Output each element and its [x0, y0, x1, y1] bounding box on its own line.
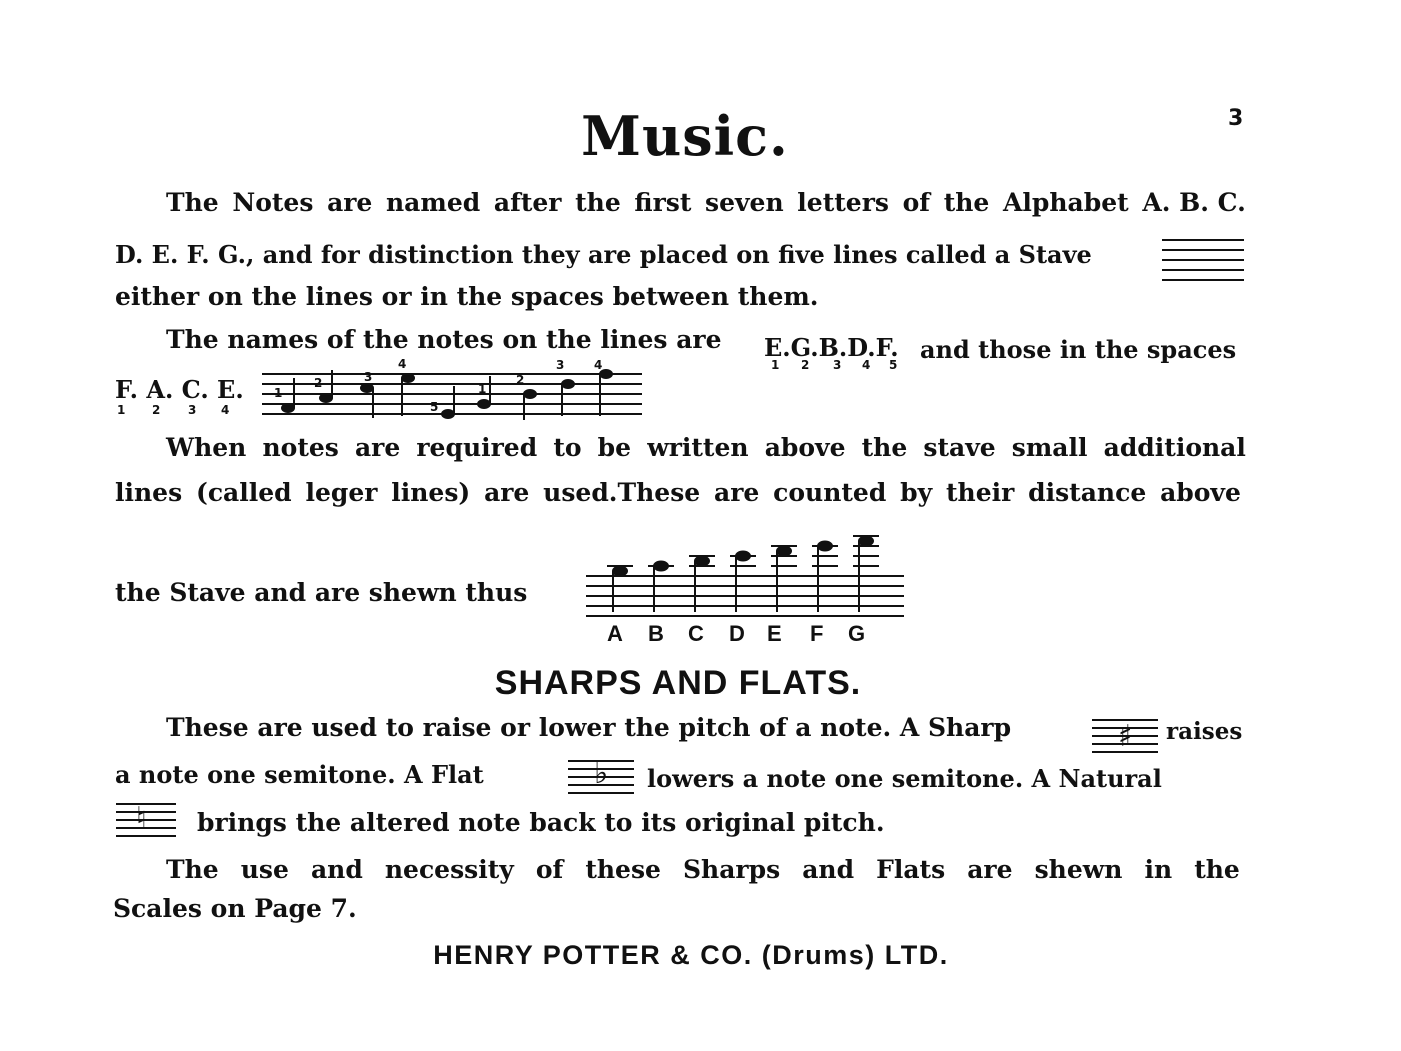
example-number: 3	[364, 370, 373, 384]
word: are	[714, 478, 760, 507]
note-c	[523, 389, 537, 399]
paragraph2-line1-end: and those in the spaces	[920, 335, 1237, 364]
word: to	[553, 433, 582, 462]
word: stave	[923, 433, 996, 462]
sharp-stave-icon	[1092, 716, 1158, 756]
example-number: 2	[314, 376, 323, 390]
word: after	[493, 188, 562, 217]
note-d	[401, 373, 415, 383]
flat-icon: ♭	[594, 756, 609, 791]
space-notes-number: 1	[117, 403, 126, 417]
note-head	[694, 556, 710, 567]
word: The	[166, 855, 219, 884]
note-e-high	[561, 379, 575, 389]
note-head	[776, 546, 792, 557]
leger-lines-example	[586, 520, 904, 620]
note-a	[477, 399, 491, 409]
example-number: 3	[556, 358, 565, 372]
word: the	[861, 433, 908, 462]
paragraph5-line1	[166, 855, 1240, 884]
word: are	[327, 188, 373, 217]
note-head	[653, 561, 669, 572]
leger-letter: G	[848, 621, 866, 646]
leger-note-e	[771, 546, 797, 613]
natural-stave-icon	[116, 800, 176, 840]
paragraph1-line3: either on the lines or in the spaces between them.	[115, 282, 819, 311]
paragraph4-line1-end: raises	[1166, 718, 1243, 745]
leger-letter: A	[607, 621, 623, 646]
word: (called	[195, 478, 292, 507]
paragraph3-line2	[115, 478, 1241, 507]
note-g	[319, 393, 333, 403]
word: additional	[1103, 433, 1246, 462]
word: and	[802, 855, 855, 884]
note-head	[735, 551, 751, 562]
word: required	[416, 433, 538, 462]
word: leger	[305, 478, 378, 507]
note-e	[281, 403, 295, 413]
leger-letter: C	[688, 621, 704, 646]
space-notes-number: 2	[152, 403, 161, 417]
example-number: 4	[398, 357, 407, 371]
paragraph4-line1-start: These are used to raise or lower the pitch of a note. A Sharp	[166, 713, 1012, 742]
line-notes-number: 5	[889, 358, 898, 372]
leger-note-g	[853, 536, 879, 613]
word: Alphabet	[1003, 188, 1129, 217]
word: counted	[773, 478, 887, 507]
paragraph4-line2-start: a note one semitone. A Flat	[115, 760, 484, 789]
line-notes: E.G.B.D.F.	[764, 333, 899, 362]
word: named	[386, 188, 481, 217]
word: above	[764, 433, 846, 462]
note-f	[441, 409, 455, 419]
publisher-footer: HENRY POTTER & CO. (Drums) LTD.	[433, 940, 949, 970]
word: seven	[705, 188, 784, 217]
example-number: 4	[594, 358, 603, 372]
line-notes-number: 3	[833, 358, 842, 372]
word: are	[484, 478, 530, 507]
word: of	[902, 188, 931, 217]
word: in	[1144, 855, 1173, 884]
example-number: 1	[274, 386, 283, 400]
leger-note-d	[730, 551, 756, 613]
paragraph1-line1	[166, 188, 1246, 217]
example-number: 2	[516, 373, 525, 387]
paragraph3-line3: the Stave and are shewn thus	[115, 578, 528, 607]
word: by	[900, 478, 933, 507]
word: A. B. C.	[1142, 188, 1246, 217]
word: lines	[115, 478, 183, 507]
note-b	[360, 383, 374, 393]
word: distance	[1028, 478, 1147, 507]
page-number: 3	[1228, 106, 1244, 131]
leger-letter: F	[810, 621, 824, 646]
word: their	[945, 478, 1015, 507]
word: shewn	[1034, 855, 1123, 884]
line-notes-number: 2	[801, 358, 810, 372]
paragraph4-line2-mid: lowers a note one semitone. A Natural	[647, 764, 1162, 793]
section-heading: SHARPS AND FLATS.	[494, 664, 862, 702]
space-notes: F. A. C. E.	[115, 375, 244, 404]
stave-icon	[1162, 236, 1244, 286]
word: the	[575, 188, 621, 217]
space-notes-number: 4	[221, 403, 230, 417]
word: used.These	[543, 478, 701, 507]
word: Flats	[876, 855, 946, 884]
paragraph3-line1	[166, 433, 1246, 462]
paragraph2-line1-start: The names of the notes on the lines are	[166, 325, 722, 354]
word: Notes	[232, 188, 314, 217]
word: the	[943, 188, 990, 217]
note-head	[858, 536, 874, 547]
word: first	[634, 188, 692, 217]
leger-letter: D	[729, 621, 745, 646]
page-title: Music.	[581, 104, 789, 168]
word: letters	[797, 188, 889, 217]
word: The	[166, 188, 219, 217]
word: the	[1194, 855, 1240, 884]
word: use	[240, 855, 289, 884]
sharp-icon: ♯	[1118, 719, 1133, 754]
line-notes-number: 1	[771, 358, 780, 372]
leger-letter: E	[767, 621, 782, 646]
example-number: 1	[478, 382, 487, 396]
word: these	[585, 855, 661, 884]
paragraph5-line2: Scales on Page 7.	[113, 894, 357, 923]
flat-stave-icon	[568, 757, 634, 797]
word: When	[166, 433, 247, 462]
leger-letter: B	[648, 621, 664, 646]
note-head	[612, 566, 628, 577]
word: of	[535, 855, 564, 884]
word: notes	[262, 433, 339, 462]
word: above	[1160, 478, 1241, 507]
space-notes-number: 3	[188, 403, 197, 417]
word: written	[647, 433, 749, 462]
word: and	[310, 855, 363, 884]
note-head	[817, 541, 833, 552]
stave-lines	[586, 576, 904, 616]
word: are	[967, 855, 1013, 884]
word: be	[597, 433, 632, 462]
word: Sharps	[683, 855, 781, 884]
paragraph4-line3: brings the altered note back to its original pitch.	[197, 808, 885, 837]
paragraph1-line2: D. E. F. G., and for distinction they are placed on five lines called a Stave	[115, 240, 1092, 269]
line-notes-number: 4	[862, 358, 871, 372]
word: lines)	[391, 478, 471, 507]
word: are	[354, 433, 401, 462]
word: small	[1011, 433, 1088, 462]
example-number: 5	[430, 400, 439, 414]
natural-icon: ♮	[136, 801, 147, 836]
word: necessity	[384, 855, 514, 884]
leger-note-c	[689, 556, 715, 613]
